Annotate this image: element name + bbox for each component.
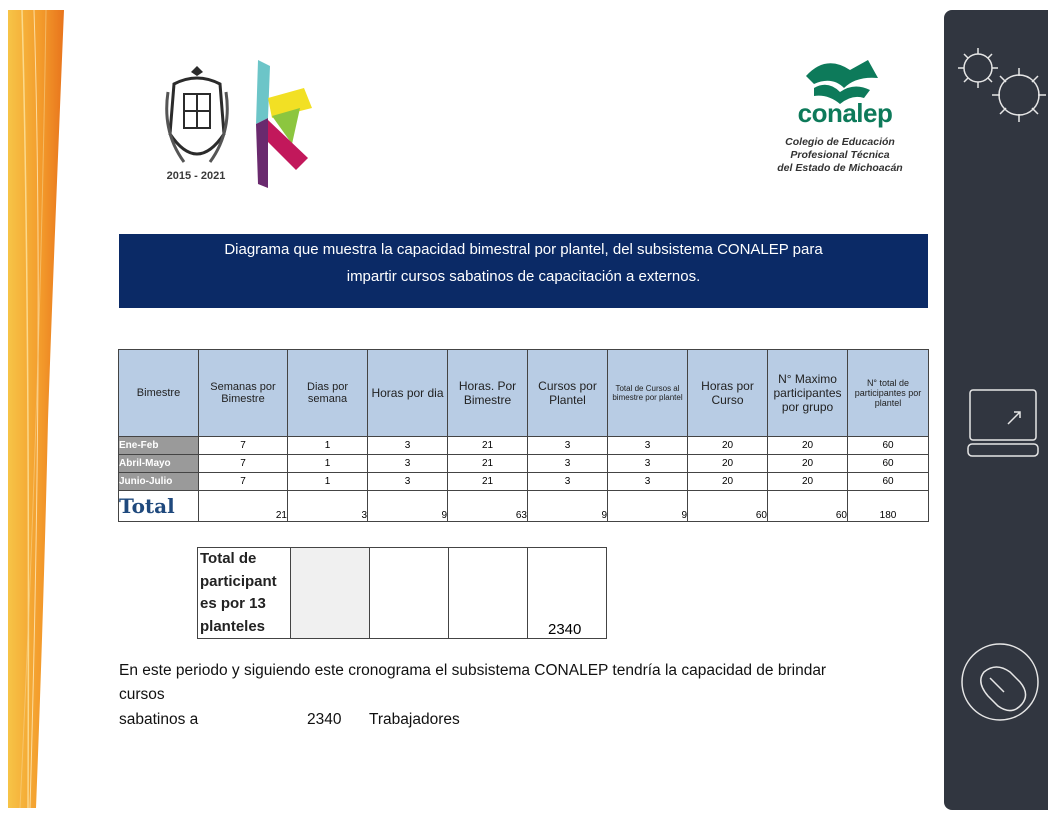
table-header-row bbox=[119, 350, 929, 437]
participants-label: Total de participant es por 13 planteles bbox=[198, 548, 291, 639]
empty-cell bbox=[370, 548, 449, 639]
table-cell: 3 bbox=[608, 437, 688, 455]
laptop-icon bbox=[968, 390, 1038, 456]
column-header: Bimestre bbox=[119, 350, 199, 437]
total-cell: 180 bbox=[848, 491, 929, 522]
conalep-subtitle bbox=[760, 136, 920, 175]
table-cell: 21 bbox=[448, 473, 528, 491]
conalep-subtitle-line: Profesional Técnica bbox=[790, 149, 890, 161]
total-cell: 9 bbox=[528, 491, 608, 522]
mouse-icon bbox=[962, 644, 1038, 720]
table-cell: 20 bbox=[688, 455, 768, 473]
k-brand-logo bbox=[252, 58, 316, 190]
total-cell: 21 bbox=[199, 491, 288, 522]
table-cell: 1 bbox=[288, 455, 368, 473]
row-label: Abril-Mayo bbox=[119, 455, 199, 473]
participants-value: 2340 bbox=[528, 548, 607, 639]
conalep-subtitle-line: Colegio de Educación bbox=[785, 136, 895, 148]
row-label: Ene-Feb bbox=[119, 437, 199, 455]
banner-line-2: impartir cursos sabatinos de capacitación a externos. bbox=[346, 268, 701, 285]
table-cell: 1 bbox=[288, 473, 368, 491]
summary-suffix: Trabajadores bbox=[369, 711, 460, 728]
total-cell: 63 bbox=[448, 491, 528, 522]
total-cell: 60 bbox=[688, 491, 768, 522]
column-header: N° total de participantes por plantel bbox=[848, 350, 929, 437]
seal-year-text: 2015 - 2021 bbox=[166, 170, 226, 182]
table-cell: 21 bbox=[448, 437, 528, 455]
gear-icon bbox=[958, 48, 1046, 122]
orange-ribbon-decoration bbox=[0, 0, 80, 816]
table-cell: 3 bbox=[528, 473, 608, 491]
total-cell: 9 bbox=[608, 491, 688, 522]
table-cell: 3 bbox=[368, 473, 448, 491]
capacity-table bbox=[118, 349, 929, 522]
total-cell: 60 bbox=[768, 491, 848, 522]
column-header: Horas. Por Bimestre bbox=[448, 350, 528, 437]
summary-line bbox=[119, 708, 460, 732]
column-header: Total de Cursos al bimestre por plantel bbox=[608, 350, 688, 437]
table-cell: 3 bbox=[368, 437, 448, 455]
table-cell: 60 bbox=[848, 437, 929, 455]
participants-table bbox=[197, 547, 607, 639]
table-cell: 3 bbox=[528, 455, 608, 473]
table-cell: 7 bbox=[199, 473, 288, 491]
table-cell: 7 bbox=[199, 437, 288, 455]
conalep-subtitle-line: del Estado de Michoacán bbox=[777, 162, 903, 174]
row-label: Junio-Julio bbox=[119, 473, 199, 491]
column-header: Semanas por Bimestre bbox=[199, 350, 288, 437]
table-row bbox=[119, 473, 929, 491]
column-header: Cursos por Plantel bbox=[528, 350, 608, 437]
banner-line-1: Diagrama que muestra la capacidad bimestral por plantel, del subsistema CONALEP para bbox=[224, 241, 823, 258]
summary-prefix: sabatinos a bbox=[119, 711, 199, 728]
column-header: Horas por Curso bbox=[688, 350, 768, 437]
total-cell: 9 bbox=[368, 491, 448, 522]
summary-paragraph: En este periodo y siguiendo este cronograma el subsistema CONALEP tendría la capacidad de brindar cursos bbox=[119, 662, 827, 703]
table-cell: 20 bbox=[768, 455, 848, 473]
table-cell: 20 bbox=[688, 437, 768, 455]
conalep-wordmark: conalep bbox=[797, 98, 893, 128]
table-cell: 60 bbox=[848, 455, 929, 473]
table-cell: 20 bbox=[768, 473, 848, 491]
total-label: Total bbox=[119, 491, 199, 522]
table-cell: 60 bbox=[848, 473, 929, 491]
table-cell: 1 bbox=[288, 437, 368, 455]
table-cell: 7 bbox=[199, 455, 288, 473]
column-header: N° Maximo participantes por grupo bbox=[768, 350, 848, 437]
participants-row bbox=[198, 548, 607, 639]
table-row bbox=[119, 437, 929, 455]
table-row bbox=[119, 455, 929, 473]
total-row bbox=[119, 491, 929, 522]
column-header: Horas por dia bbox=[368, 350, 448, 437]
table-cell: 3 bbox=[368, 455, 448, 473]
empty-cell bbox=[449, 548, 528, 639]
michoacan-seal-logo bbox=[162, 62, 232, 182]
table-cell: 20 bbox=[688, 473, 768, 491]
table-cell: 21 bbox=[448, 455, 528, 473]
title-banner bbox=[119, 234, 928, 308]
empty-cell bbox=[291, 548, 370, 639]
table-cell: 3 bbox=[528, 437, 608, 455]
table-cell: 3 bbox=[608, 473, 688, 491]
side-panel bbox=[944, 10, 1048, 810]
table-cell: 3 bbox=[608, 455, 688, 473]
table-cell: 20 bbox=[768, 437, 848, 455]
column-header: Dias por semana bbox=[288, 350, 368, 437]
total-cell: 3 bbox=[288, 491, 368, 522]
summary-value: 2340 bbox=[307, 711, 342, 728]
